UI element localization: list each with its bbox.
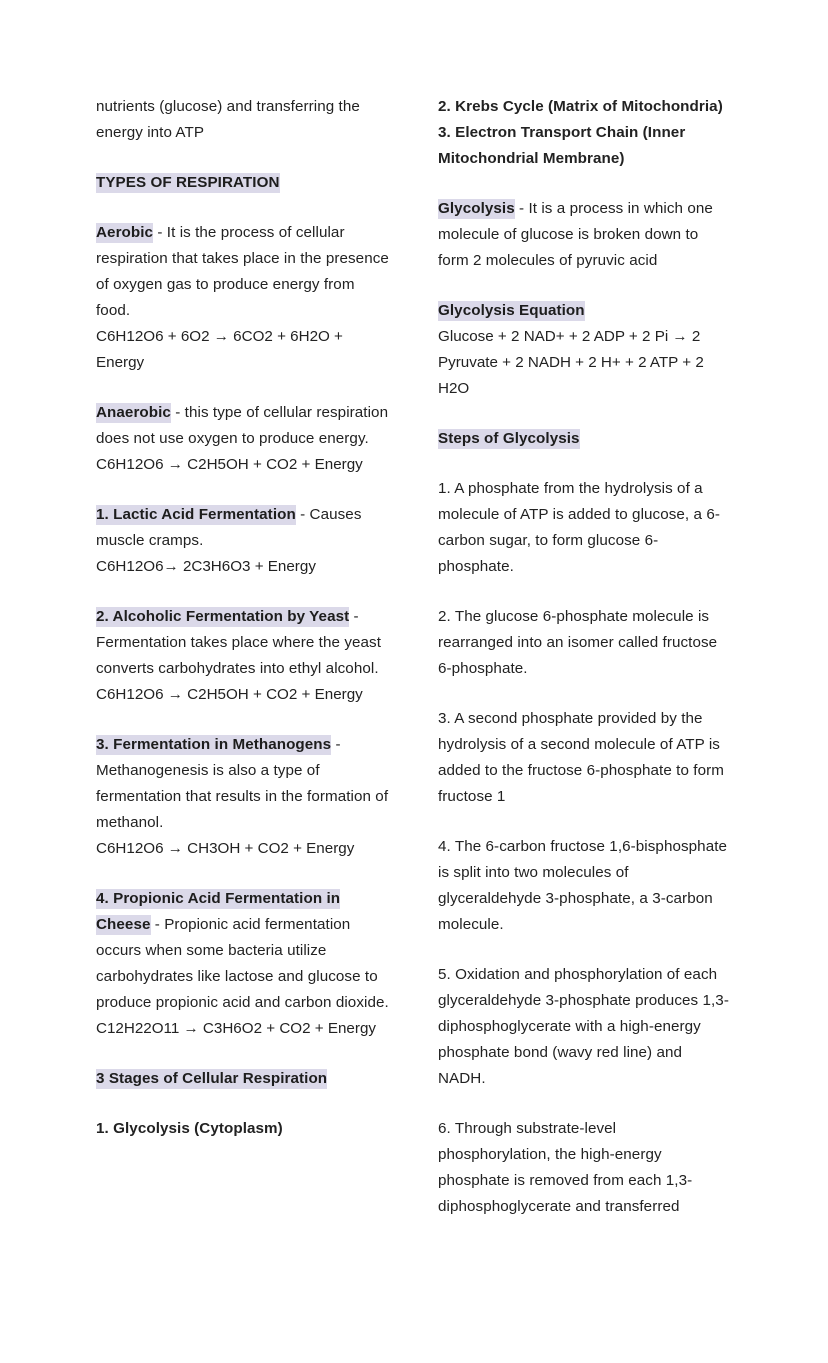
glycolysis-definition bbox=[438, 196, 732, 274]
methanogen-fermentation-definition bbox=[96, 732, 390, 836]
alcoholic-fermentation-equation: C6H12O6 → C2H5OH + CO2 + Energy bbox=[96, 686, 363, 703]
types-of-respiration-heading-text: TYPES OF RESPIRATION bbox=[96, 174, 280, 191]
anaerobic-definition bbox=[96, 400, 390, 452]
lactic-acid-fermentation-term: 1. Lactic Acid Fermentation bbox=[96, 506, 296, 523]
glycolysis-equation: Glucose + 2 NAD+ + 2 ADP + 2 Pi → 2 Pyruvate + 2 NADH + 2 H+ + 2 ATP + 2 H2O bbox=[438, 328, 704, 397]
alcoholic-fermentation-definition bbox=[96, 604, 390, 682]
glycolysis-step-text: 6. Through substrate-level phosphorylation, the high-energy phosphate is removed from each 1,3-diphosphoglycerate and transferred bbox=[438, 1120, 693, 1215]
glycolysis-step-text: 4. The 6-carbon fructose 1,6-bisphosphate is split into two molecules of glyceraldehyde 3-phosphate, a 3-carbon molecule. bbox=[438, 838, 728, 933]
stage-one-entry bbox=[96, 1116, 390, 1142]
steps-of-glycolysis-heading-text: Steps of Glycolysis bbox=[438, 430, 580, 447]
propionic-acid-fermentation-definition bbox=[96, 886, 390, 1016]
glycolysis-step-text: 5. Oxidation and phosphorylation of each glyceraldehyde 3-phosphate produces 1,3-diphosphoglycerate with a high-energy phosphate bond (wavy red line) and NADH. bbox=[438, 966, 729, 1087]
stages-continued bbox=[438, 94, 732, 172]
glycolysis-step-item bbox=[438, 604, 732, 682]
methanogen-fermentation-equation: C6H12O6 → CH3OH + CO2 + Energy bbox=[96, 840, 355, 857]
propionic-acid-fermentation-equation: C12H22O11 → C3H6O2 + CO2 + Energy bbox=[96, 1020, 376, 1037]
alcoholic-fermentation-entry bbox=[96, 604, 390, 708]
glycolysis-step-text: 3. A second phosphate provided by the hydrolysis of a second molecule of ATP is added to the fructose 6-phosphate to form fructose 1 bbox=[438, 710, 724, 805]
methanogen-fermentation-description: - Methanogenesis is also a type of fermentation that results in the formation of methanol. bbox=[96, 736, 389, 831]
propionic-acid-fermentation-term: 4. Propionic Acid Fermentation in Cheese bbox=[96, 890, 341, 933]
stage-two-label: 2. Krebs Cycle (Matrix of Mitochondria) bbox=[438, 98, 723, 115]
glycolysis-step-item bbox=[438, 1116, 732, 1220]
three-stages-section bbox=[96, 1066, 390, 1092]
types-of-respiration-section bbox=[96, 170, 390, 196]
glycolysis-term: Glycolysis bbox=[438, 200, 515, 217]
right-column bbox=[438, 94, 732, 1220]
aerobic-entry bbox=[96, 220, 390, 376]
aerobic-definition bbox=[96, 220, 390, 324]
stage-one-label: 1. Glycolysis (Cytoplasm) bbox=[96, 1120, 283, 1137]
two-column-layout bbox=[96, 94, 738, 1220]
glycolysis-equation-section bbox=[438, 298, 732, 402]
stage-three-label: 3. Electron Transport Chain (Inner Mitochondrial Membrane) bbox=[438, 124, 686, 167]
three-stages-heading-text: 3 Stages of Cellular Respiration bbox=[96, 1070, 328, 1087]
aerobic-equation: C6H12O6 + 6O2 → 6CO2 + 6H2O + Energy bbox=[96, 328, 343, 371]
aerobic-description: - It is the process of cellular respiration that takes place in the presence of oxygen gas to produce energy from food. bbox=[96, 224, 389, 319]
methanogen-fermentation-entry bbox=[96, 732, 390, 862]
methanogen-fermentation-term: 3. Fermentation in Methanogens bbox=[96, 736, 332, 753]
glycolysis-equation-heading-text: Glycolysis Equation bbox=[438, 302, 585, 319]
lactic-acid-fermentation-definition bbox=[96, 502, 390, 554]
glycolysis-step-item bbox=[438, 476, 732, 580]
glycolysis-step-text: 1. A phosphate from the hydrolysis of a molecule of ATP is added to glucose, a 6-carbon sugar, to form glucose 6-phosphate. bbox=[438, 480, 720, 575]
anaerobic-term: Anaerobic bbox=[96, 404, 171, 421]
glycolysis-entry bbox=[438, 196, 732, 274]
left-column bbox=[96, 94, 390, 1142]
intro-paragraph bbox=[96, 94, 390, 146]
types-of-respiration-heading bbox=[96, 170, 390, 196]
anaerobic-entry bbox=[96, 400, 390, 478]
glycolysis-step-text: 2. The glucose 6-phosphate molecule is rearranged into an isomer called fructose 6-phosphate. bbox=[438, 608, 718, 677]
glycolysis-step-item bbox=[438, 962, 732, 1092]
alcoholic-fermentation-description: - Fermentation takes place where the yeast converts carbohydrates into ethyl alcohol. bbox=[96, 608, 382, 677]
glycolysis-description: - It is a process in which one molecule of glucose is broken down to form 2 molecules of pyruvic acid bbox=[438, 200, 713, 269]
intro-text: nutrients (glucose) and transferring the energy into ATP bbox=[96, 98, 360, 141]
alcoholic-fermentation-term: 2. Alcoholic Fermentation by Yeast bbox=[96, 608, 350, 625]
propionic-acid-fermentation-entry bbox=[96, 886, 390, 1042]
glycolysis-equation-heading bbox=[438, 298, 732, 324]
glycolysis-step-item bbox=[438, 706, 732, 810]
three-stages-heading bbox=[96, 1066, 390, 1092]
steps-of-glycolysis-heading bbox=[438, 426, 732, 452]
lactic-acid-fermentation-equation: C6H12O6→ 2C3H6O3 + Energy bbox=[96, 558, 316, 575]
lactic-acid-fermentation-description: - Causes muscle cramps. bbox=[96, 506, 362, 549]
glycolysis-step-item bbox=[438, 834, 732, 938]
anaerobic-equation: C6H12O6 → C2H5OH + CO2 + Energy bbox=[96, 456, 363, 473]
lactic-acid-fermentation-entry bbox=[96, 502, 390, 580]
aerobic-term: Aerobic bbox=[96, 224, 154, 241]
anaerobic-description: - this type of cellular respiration does not use oxygen to produce energy. bbox=[96, 404, 389, 447]
propionic-acid-fermentation-description: - Propionic acid fermentation occurs when some bacteria utilize carbohydrates like lactose and glucose to produce propionic acid and carbon dioxide. bbox=[96, 916, 389, 1011]
steps-of-glycolysis-section bbox=[438, 426, 732, 452]
